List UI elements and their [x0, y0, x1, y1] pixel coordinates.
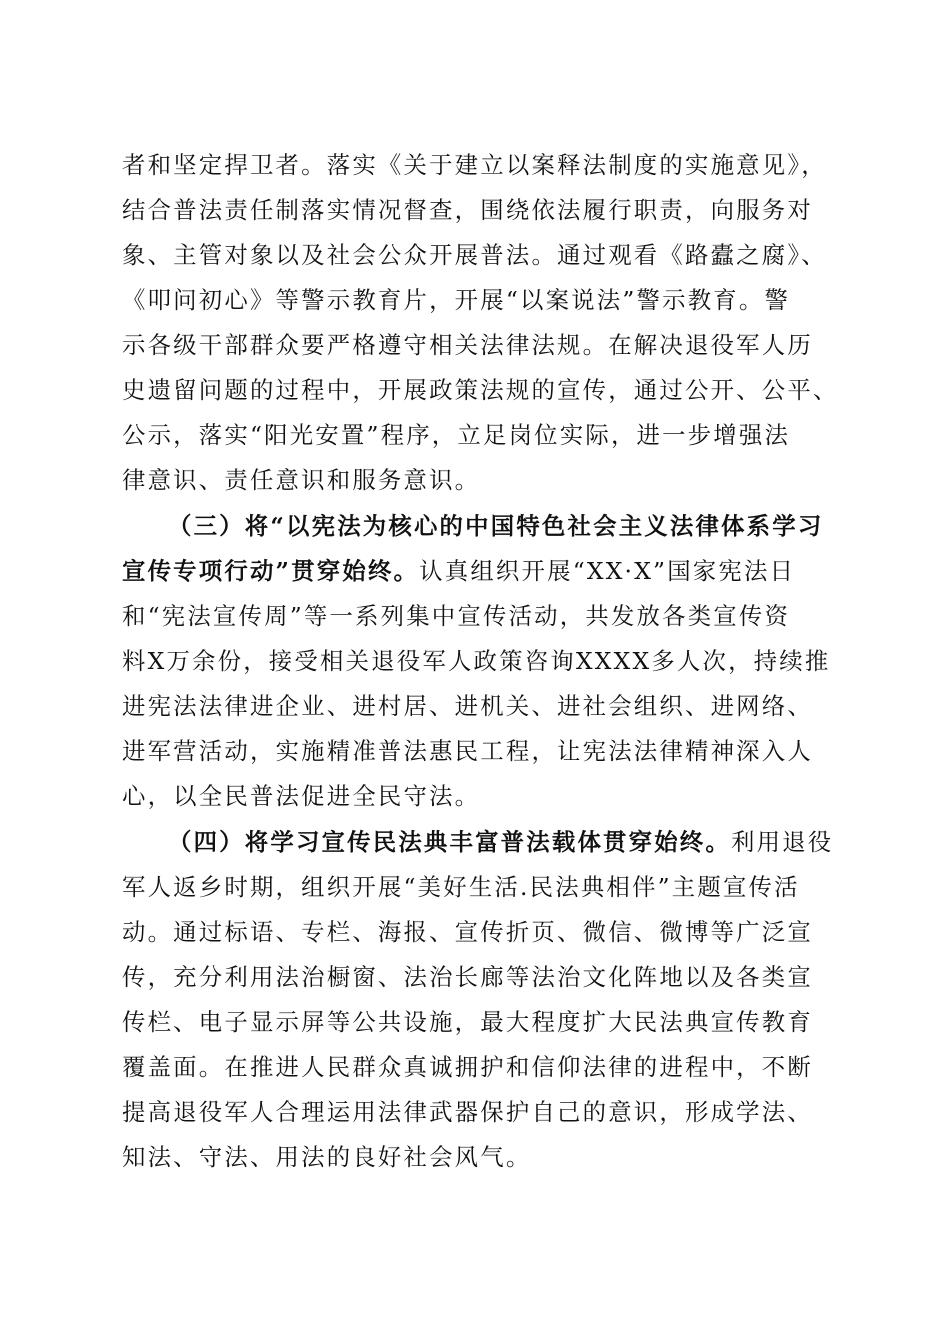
text-line: 史遗留问题的过程中，开展政策法规的宣传，通过公开、公平、: [122, 376, 839, 404]
text-line: [168, 827, 842, 857]
text-line: 进宪法法律进企业、进村居、进机关、进社会组织、进网络、: [122, 692, 813, 720]
text-line: 者和坚定捍卫者。落实《关于建立以案释法制度的实施意见》，: [122, 151, 827, 179]
text-line: 传栏、电子显示屏等公共设施，最大程度扩大民法典宣传教育: [122, 1008, 813, 1036]
section-heading-3: （三）将“以宪法为核心的中国特色社会主义法律体系学习: [168, 512, 824, 540]
text-line: 和“宪法宣传周”等一系列集中宣传活动，共发放各类宣传资: [122, 602, 791, 630]
text-line: 知法、守法、用法的良好社会风气。: [122, 1143, 532, 1171]
text-line: 公示，落实“阳光安置”程序，立足岗位实际，进一步增强法: [122, 421, 791, 449]
text-line: 料X万余份，接受相关退役军人政策咨询XXXX多人次，持续推: [122, 647, 831, 675]
text-line: 结合普法责任制落实情况督查，围绕依法履行职责，向服务对: [122, 196, 813, 224]
section-heading-4: （四）将学习宣传民法典丰富普法载体贯穿始终。: [168, 828, 731, 856]
text-line: 示各级干部群众要严格遵守相关法律法规。在解决退役军人历: [122, 331, 813, 359]
text-line: 律意识、责任意识和服务意识。: [122, 466, 481, 494]
text-line: 覆盖面。在推进人民群众真诚拥护和信仰法律的进程中，不断: [122, 1053, 813, 1081]
text-line: 动。通过标语、专栏、海报、宣传折页、微信、微博等广泛宣: [122, 918, 813, 946]
section-heading-3-cont: 宣传专项行动”贯穿始终。: [122, 557, 420, 585]
text-span: 利用退役: [731, 828, 834, 856]
text-line: 提高退役军人合理运用法律武器保护自己的意识，形成学法、: [122, 1098, 813, 1126]
text-line: 《叩问初心》等警示教育片，开展“以案说法”警示教育。警: [122, 286, 791, 314]
text-line: 心，以全民普法促进全民守法。: [122, 782, 481, 810]
text-line: [122, 556, 842, 586]
text-line: 传，充分利用法治橱窗、法治长廊等法治文化阵地以及各类宣: [122, 963, 813, 991]
text-line: 象、主管对象以及社会公众开展普法。通过观看《路蠹之腐》、: [122, 241, 827, 269]
text-span: 认真组织开展“XX·X”国家宪法日: [419, 557, 796, 585]
text-line: 进军营活动，实施精准普法惠民工程，让宪法法律精神深入人: [122, 737, 813, 765]
text-line: 军人返乡时期，组织开展“美好生活.民法典相伴”主题宣传活: [122, 873, 800, 901]
